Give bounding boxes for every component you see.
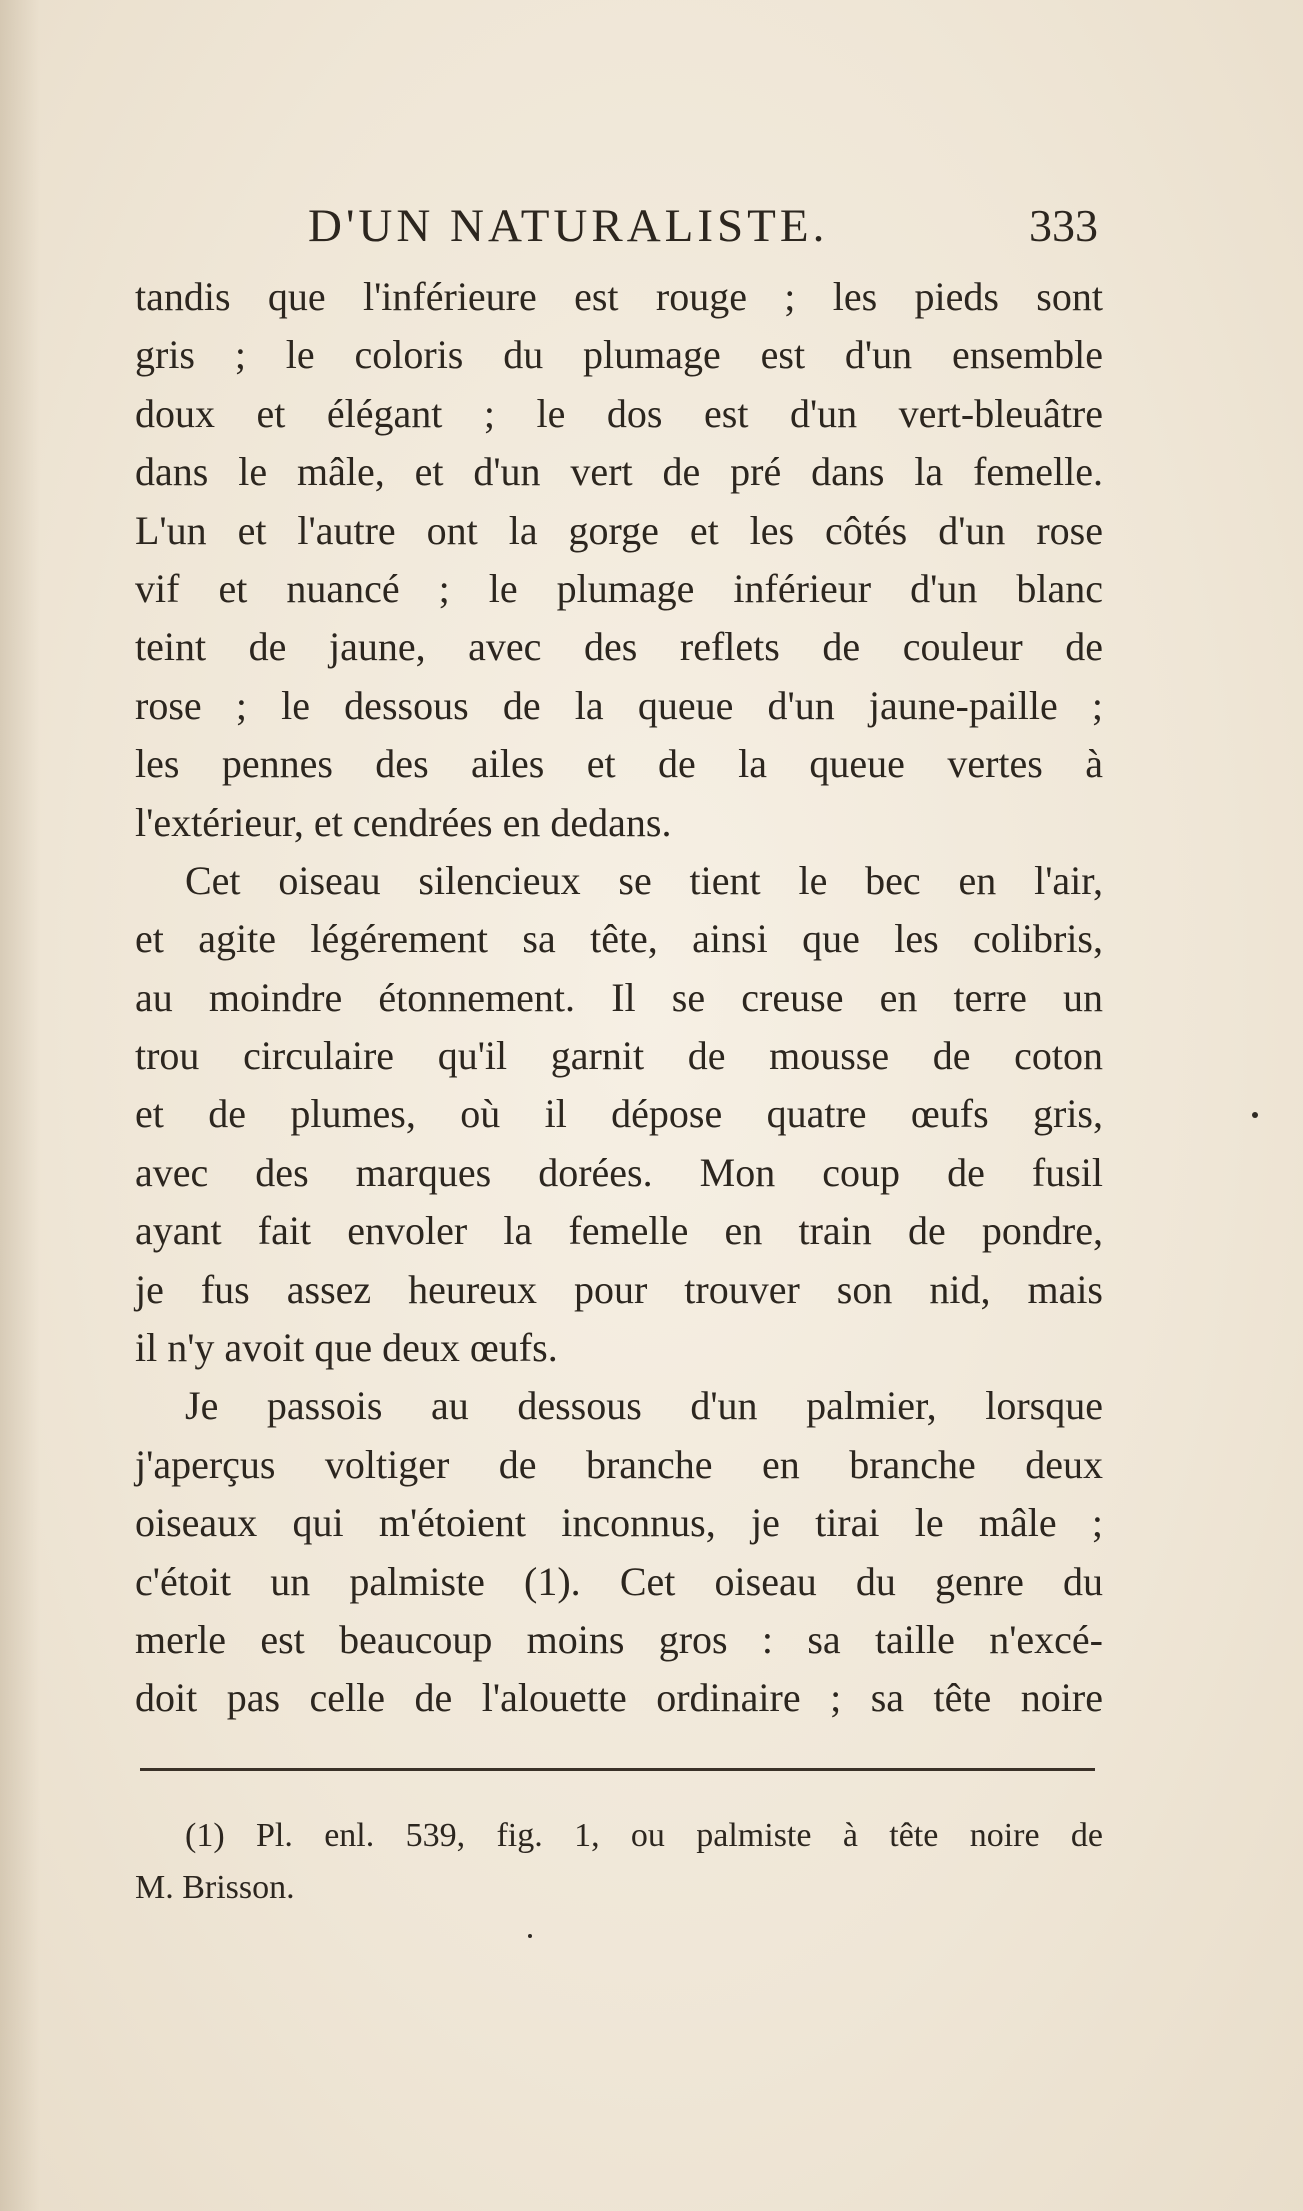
paper-speck <box>1252 1112 1258 1118</box>
running-title: D'UN NATURALISTE. <box>308 200 829 252</box>
text-line: tandis que l'inférieure est rouge ; les pieds sont <box>135 274 1103 319</box>
text-line: L'un et l'autre ont la gorge et les côtés d'un rose <box>135 507 1103 553</box>
text-line: j'aperçus voltiger de branche en branche deux <box>135 1441 1103 1487</box>
text-line: c'étoit un palmiste (1). Cet oiseau du genre du <box>135 1558 1103 1604</box>
text-line: teint de jaune, avec des reflets de couleur de <box>135 624 1103 670</box>
text-line: vif et nuancé ; le plumage inférieur d'un blanc <box>135 565 1103 611</box>
text-line: avec des marques dorées. Mon coup de fusil <box>135 1149 1103 1195</box>
body-text <box>135 268 1103 1728</box>
text-line: et de plumes, où il dépose quatre œufs gris, <box>135 1091 1103 1137</box>
text-line: je fus assez heureux pour trouver son nid, mais <box>135 1266 1103 1312</box>
page-header <box>298 198 1098 254</box>
text-line: trou circulaire qu'il garnit de mousse de coton <box>135 1033 1103 1079</box>
page-number: 333 <box>1029 200 1098 251</box>
text-line: l'extérieur, et cendrées en dedans. <box>135 799 672 845</box>
text-line: rose ; le dessous de la queue d'un jaune-paille ; <box>135 682 1103 728</box>
text-line: ayant fait envoler la femelle en train de pondre, <box>135 1208 1103 1254</box>
text-line: dans le mâle, et d'un vert de pré dans la femelle. <box>135 449 1103 495</box>
text-line: doux et élégant ; le dos est d'un vert-bleuâtre <box>135 390 1103 436</box>
text-line: il n'y avoit que deux œufs. <box>135 1325 558 1371</box>
paragraph-start-line: Je passois au dessous d'un palmier, lorsque <box>185 1383 1103 1429</box>
paper-speck <box>528 1934 532 1938</box>
text-line: gris ; le coloris du plumage est d'un ensemble <box>135 332 1103 378</box>
text-line: oiseaux qui m'étoient inconnus, je tirai le mâle ; <box>135 1500 1103 1546</box>
footnote <box>135 1810 1103 1914</box>
footnote-rule <box>140 1768 1095 1771</box>
text-line: au moindre étonnement. Il se creuse en terre un <box>135 974 1103 1020</box>
text-line: les pennes des ailes et de la queue vertes à <box>135 741 1103 787</box>
footnote-line: (1) Pl. enl. 539, fig. 1, ou palmiste à tête noire de <box>185 1817 1103 1854</box>
paragraph-start-line: Cet oiseau silencieux se tient le bec en l'air, <box>185 857 1103 903</box>
text-line: doit pas celle de l'alouette ordinaire ; sa tête noire <box>135 1675 1103 1721</box>
footnote-line: M. Brisson. <box>135 1869 295 1906</box>
text-line: et agite légérement sa tête, ainsi que les colibris, <box>135 916 1103 962</box>
text-line: merle est beaucoup moins gros : sa taille n'excé- <box>135 1616 1103 1662</box>
